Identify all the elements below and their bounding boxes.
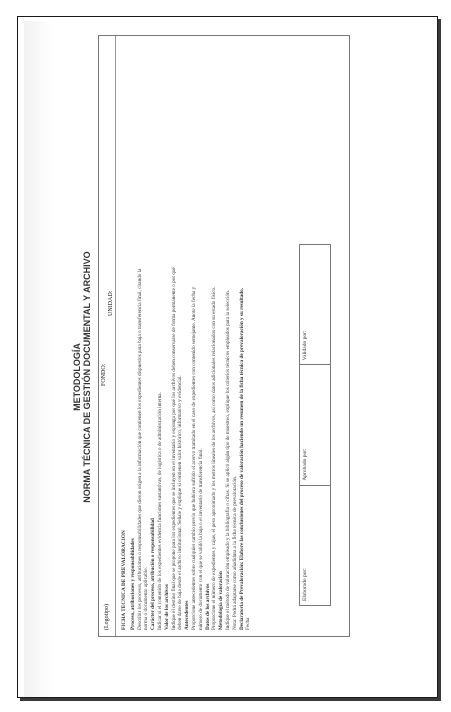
fondo-label: FONDO: [101,363,107,386]
form-line: Carácter del proceso, atribución o responsabilidad [150,518,157,630]
form-line: Proceso, atribuciones y responsabilidades [129,538,136,630]
form-line: Nota: Podrá adaptarse como añadidura a la ficha técnica de prevaloración. [231,476,238,630]
signature-cell-elaborado: Elaborado por: [300,485,330,605]
form-line: Indique el destino final que se propone para los expedientes que se incluyen en el inventario y exponga por qué los archivos deben conservarse de forma permanente o por qué [170,267,177,630]
form-line: Indique el método de valoración empleado y la bibliografía o cifras. Si se aplicó algún tipo de muestreo, explique los criterios técnicos empleados para la selección. [224,290,231,630]
logo-label: (Logotipo) [104,604,110,630]
form-line: Fecha [245,617,252,630]
document-title [72,247,92,507]
form-line: Valor de los archivos [163,584,170,630]
form-line: Declaratoria de Prevaloración: Elabore las conclusiones del proceso de valoración haciendo un resumen de la ficha técnica de prevaloración y su resultado. [238,287,245,630]
title-line-2: NORMA TÉCNICA DE GESTIÓN DOCUMENTAL Y ARCHIVO [82,251,92,503]
form-line: Proporcione antecedentes sobre cualquier cambio previo que hubiera sufrido el acervo tramitado en el caso de expedientes con contenido semejante. Anote la fecha y [190,286,197,630]
signature-cell-validado: Validado por: [302,330,308,361]
form-line: Metodología de valoración [218,571,225,630]
page-edge-shading [24,21,54,697]
form-line: Proporcione el número de expedientes y cajas, el peso aproximado y los metros lineales de los archivos, así como datos adicionales relacionados con su estado físico. [211,286,218,630]
form-line: Describir los procesos, atribuciones o responsabilidades que dieron origen a la información que contienen los expedientes dispuestos para baja o transferencia final, citando la [136,268,143,630]
form-header-row [99,36,116,636]
form-line: deben darse de baja desde el archivo institucional. Señale y explique si contienen valor histórico, informativo y evidencial. [177,375,184,630]
form-line: norma o documento aplicable. [143,567,150,630]
form-frame [98,35,350,637]
form-line: número de documento con el que se validó la baja o el inventario de transferencia final. [197,448,204,630]
form-line: Datos de los archivos [204,583,211,630]
form-body [121,45,252,630]
section-heading: FICHA TÉCNICA DE PREVALORACIÓN [121,530,127,630]
unidad-label: UNIDAD: [108,290,114,316]
signature-cell-aprobado: Aprobado por: [300,364,330,484]
signature-table [299,244,331,606]
form-line: Indicar si el contenido de los expedientes evidencia funciones sustantivas, de logística o de administración interna. [156,392,163,630]
form-line: Antecedentes [184,600,191,630]
document-page [17,16,438,698]
rotated-form [68,37,378,637]
title-line-1: METODOLOGÍA [72,343,82,411]
